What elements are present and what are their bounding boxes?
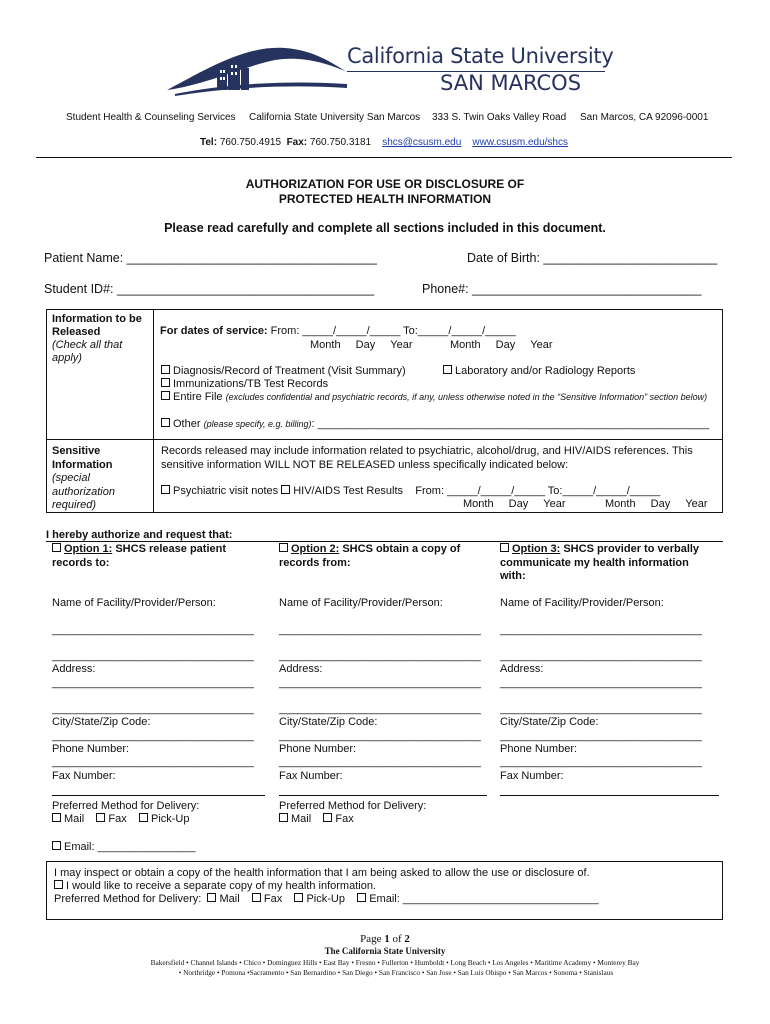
col2-fax-rule (279, 795, 487, 796)
col2-delivery-options[interactable] (279, 813, 354, 825)
col2-phone-line[interactable]: _________________________________ (279, 756, 481, 768)
month-label: Month (310, 339, 341, 351)
option-3-label: Option 3: (512, 543, 561, 555)
col2-address-line1[interactable]: _________________________________ (279, 677, 481, 689)
col2-address-line2[interactable]: _________________________________ (279, 703, 481, 715)
option-other[interactable] (161, 418, 709, 430)
option-hiv-label: HIV/AIDS Test Results (293, 485, 404, 497)
year-label: Year (390, 339, 413, 351)
page-num: 1 (384, 933, 390, 945)
col3-address-line1[interactable]: _________________________________ (500, 677, 702, 689)
checkbox-icon[interactable] (279, 543, 288, 552)
sensitive-options[interactable] (161, 485, 660, 497)
col3-address-line2[interactable]: _________________________________ (500, 703, 702, 715)
option-immunizations-label: Immunizations/TB Test Records (173, 378, 329, 390)
checkbox-icon[interactable] (161, 418, 170, 427)
checkbox-icon[interactable] (52, 543, 61, 552)
col1-email-option[interactable] (52, 841, 196, 853)
page-total: 2 (404, 933, 410, 945)
sensitive-dates: From: _____/_____/_____ To:_____/_____/_____ (415, 485, 661, 497)
footer-system: The California State University (324, 946, 446, 956)
col1-address-line1[interactable]: _________________________________ (52, 677, 254, 689)
info-to-release-label (52, 313, 150, 365)
form-instruction: Please read carefully and complete all sections included in this document. (164, 221, 606, 235)
month-label: Month (463, 498, 494, 510)
sensitive-text-2: sensitive information WILL NOT BE RELEASED unless specifically indicated below: (161, 459, 569, 471)
col3-fax-label: Fax Number: (500, 770, 564, 782)
dates-rest: From: _____/_____/_____ To:_____/_____/_____ (270, 325, 516, 337)
city-address: San Marcos, CA 92096-0001 (580, 112, 709, 123)
copy-line1: I may inspect or obtain a copy of the health information that I am being asked to allow the use or disclosure of. (54, 867, 590, 879)
col2-address-label: Address: (279, 663, 323, 675)
day-label: Day (508, 498, 529, 510)
month-label: Month (605, 498, 636, 510)
year-label: Year (543, 498, 566, 510)
checkbox-icon[interactable] (96, 813, 105, 822)
col2-delivery-label: Preferred Method for Delivery: (279, 800, 427, 812)
col3-city-line[interactable]: _________________________________ (500, 730, 702, 742)
col2-facility-line2[interactable]: _________________________________ (279, 650, 481, 662)
day-label: Day (650, 498, 671, 510)
copy-line2[interactable] (54, 880, 376, 892)
checkbox-icon[interactable] (294, 893, 303, 902)
checkbox-icon[interactable] (161, 391, 170, 400)
option-entire-note: (excludes confidential and psychiatric records, if any, unless otherwise noted in the “Sensitive Information” section below) (225, 392, 708, 402)
sensitive-date-labels-2 (605, 498, 708, 510)
year-label: Year (530, 339, 553, 351)
checkbox-icon[interactable] (52, 813, 61, 822)
option-psych-label: Psychiatric visit notes (173, 485, 279, 497)
col1-fax-rule (52, 795, 265, 796)
info-table-divider (153, 309, 154, 513)
checkbox-icon[interactable] (161, 378, 170, 387)
col1-fax-label: Fax Number: (52, 770, 116, 782)
option-entire-label: Entire File (173, 391, 223, 403)
checkbox-icon[interactable] (281, 485, 290, 494)
day-label: Day (495, 339, 516, 351)
col3-facility-line2[interactable]: _________________________________ (500, 650, 702, 662)
checkbox-icon[interactable] (207, 893, 216, 902)
option-other-label: Other (173, 418, 201, 430)
option-laboratory-label: Laboratory and/or Radiology Reports (455, 365, 636, 377)
option-3[interactable] (500, 543, 715, 584)
col1-phone-label: Phone Number: (52, 743, 130, 755)
header-rule (36, 157, 732, 158)
checkbox-icon[interactable] (161, 485, 170, 494)
checkbox-icon[interactable] (52, 841, 61, 850)
fax-label: Fax (108, 813, 127, 825)
pickup-label: Pick-Up (306, 893, 345, 905)
option-1[interactable] (52, 543, 257, 570)
info-label-bold: Information to be Released (52, 313, 142, 338)
option-2-text: SHCS obtain a copy of records from: (279, 543, 461, 569)
fax-label: Fax (263, 893, 283, 905)
col3-phone-line[interactable]: _________________________________ (500, 756, 702, 768)
footer-campuses-2: • Northridge • Pomona •Sacramento • San Bernardino • San Diego • San Francisco • San Jose • San Luis Obispo • San Marcos • Sonoma • Stanislaus (178, 968, 614, 977)
patient-name-field[interactable]: Patient Name: ____________________________________ (44, 251, 377, 265)
sensitive-label-italic: (special authorization required) (52, 472, 115, 511)
fax-number: 760.750.3181 (309, 137, 372, 148)
info-label-italic: (Check all that apply) (52, 339, 123, 364)
website-link[interactable]: www.csusm.edu/shcs (472, 137, 568, 148)
option-1-label: Option 1: (64, 543, 113, 555)
col2-facility-line1[interactable]: _________________________________ (279, 624, 481, 636)
of-word: of (392, 933, 402, 945)
day-label: Day (355, 339, 376, 351)
tel-label: Tel: (200, 137, 218, 148)
date-labels-2 (450, 339, 553, 351)
date-labels-1 (310, 339, 413, 351)
sensitive-date-labels-1 (463, 498, 566, 510)
mail-label: Mail (64, 813, 85, 825)
page-number (0, 933, 770, 945)
logo-university-name: California State University (347, 44, 614, 68)
checkbox-icon[interactable] (279, 813, 288, 822)
option-3-text: SHCS provider to verbally communicate my health information with: (500, 543, 700, 582)
col1-address-line2[interactable]: _________________________________ (52, 703, 254, 715)
option-entire-file[interactable] (161, 391, 716, 404)
form-title-line1: AUTHORIZATION FOR USE OR DISCLOSURE OF (245, 177, 525, 191)
col3-address-label: Address: (500, 663, 544, 675)
dept-name: Student Health & Counseling Services (66, 112, 236, 123)
sensitive-info-label (52, 445, 150, 513)
option-other-note: (please specify, e.g. billing) (203, 419, 312, 429)
col1-delivery-options[interactable] (52, 813, 190, 825)
col3-city-label: City/State/Zip Code: (500, 716, 599, 728)
email-option-label: Email: ________________ (64, 841, 196, 853)
dates-bold: For dates of service: (160, 325, 268, 337)
option-2-label: Option 2: (291, 543, 340, 555)
checkbox-icon[interactable] (139, 813, 148, 822)
col2-fax-label: Fax Number: (279, 770, 343, 782)
copy-line3[interactable] (54, 893, 599, 905)
sensitive-text-1: Records released may include information related to psychiatric, alcohol/drug, and HIV/AIDS references. This (161, 445, 693, 457)
col2-city-label: City/State/Zip Code: (279, 716, 378, 728)
authorize-heading: I hereby authorize and request that: (46, 529, 233, 541)
pickup-label: Pick-Up (150, 813, 190, 825)
col1-phone-line[interactable]: _________________________________ (52, 756, 254, 768)
contact-line (200, 137, 568, 148)
option-diagnosis-label: Diagnosis/Record of Treatment (Visit Summary) (173, 365, 406, 377)
col2-facility-label: Name of Facility/Provider/Person: (279, 597, 443, 609)
col3-fax-rule (500, 795, 719, 796)
info-table-row-divider (46, 439, 723, 440)
col2-city-line[interactable]: _________________________________ (279, 730, 481, 742)
dates-of-service[interactable] (160, 325, 516, 337)
footer-campuses-1: Bakersfield • Channel Islands • Chico • Dominguez Hills • East Bay • Fresno • Fullerton • Humboldt • Long Beach • Los Angeles • Maritime Academy • Monterey Bay (150, 958, 640, 967)
checkbox-icon[interactable] (500, 543, 509, 552)
sensitive-label-bold: Sensitive Information (52, 445, 113, 471)
option-other-line: : ________________________________________________________________ (311, 418, 710, 430)
col1-address-label: Address: (52, 663, 96, 675)
student-id-field[interactable]: Student ID#: _____________________________________ (44, 282, 375, 296)
option-1-text: SHCS release patient records to: (52, 543, 226, 569)
option-2[interactable] (279, 543, 484, 570)
copy-line2-text: I would like to receive a separate copy of my health information. (66, 880, 376, 892)
fax-label: Fax: (286, 137, 308, 148)
col1-city-line[interactable]: _________________________________ (52, 730, 254, 742)
copy-delivery-label: Preferred Method for Delivery: (54, 893, 202, 905)
checkbox-icon[interactable] (443, 365, 452, 374)
checkbox-icon[interactable] (161, 365, 170, 374)
street-address: 333 S. Twin Oaks Valley Road (432, 112, 567, 123)
checkbox-icon[interactable] (323, 813, 332, 822)
col3-facility-label: Name of Facility/Provider/Person: (500, 597, 664, 609)
dob-field[interactable]: Date of Birth: _________________________ (467, 251, 718, 265)
authorize-rule (46, 541, 723, 542)
col1-facility-line2[interactable]: _________________________________ (52, 650, 254, 662)
mail-label: Mail (291, 813, 312, 825)
option-immunizations[interactable] (161, 378, 328, 390)
checkbox-icon[interactable] (54, 880, 63, 889)
col1-delivery-label: Preferred Method for Delivery: (52, 800, 200, 812)
checkbox-icon[interactable] (252, 893, 261, 902)
checkbox-icon[interactable] (357, 893, 366, 902)
phone-field[interactable]: Phone#: _________________________________ (422, 282, 702, 296)
col2-phone-label: Phone Number: (279, 743, 357, 755)
col3-facility-line1[interactable]: _________________________________ (500, 624, 702, 636)
email-link[interactable]: shcs@csusm.edu (382, 137, 462, 148)
email-label: Email: ________________________________ (369, 893, 599, 905)
university-logo (165, 40, 350, 98)
month-label: Month (450, 339, 481, 351)
option-diagnosis[interactable] (161, 365, 406, 377)
col1-facility-line1[interactable]: _________________________________ (52, 624, 254, 636)
col1-city-label: City/State/Zip Code: (52, 716, 151, 728)
mail-label: Mail (219, 893, 240, 905)
page-word: Page (360, 933, 382, 945)
year-label: Year (685, 498, 708, 510)
fax-label: Fax (335, 813, 354, 825)
option-laboratory[interactable] (443, 365, 635, 377)
logo-campus-name: SAN MARCOS (440, 71, 582, 95)
form-title-line2: PROTECTED HEALTH INFORMATION (278, 192, 492, 206)
col3-phone-label: Phone Number: (500, 743, 578, 755)
campus-name: California State University San Marcos (249, 112, 421, 123)
col1-facility-label: Name of Facility/Provider/Person: (52, 597, 216, 609)
tel-number: 760.750.4915 (219, 137, 281, 148)
